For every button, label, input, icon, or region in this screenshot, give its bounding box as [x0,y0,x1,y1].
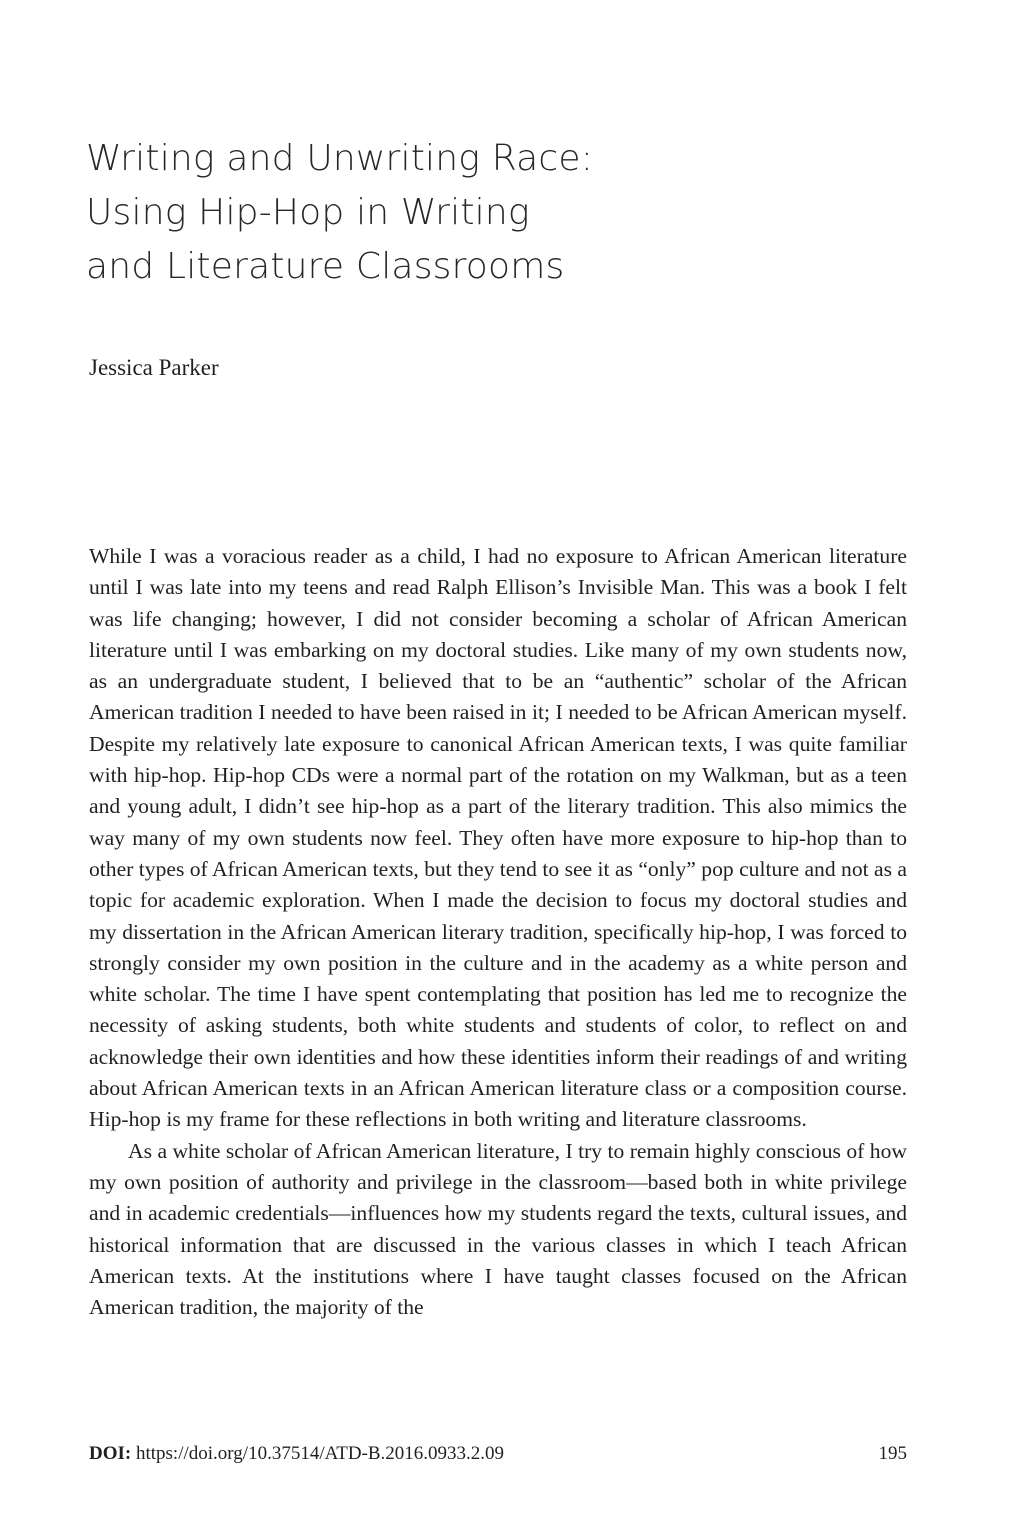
article-body [89,541,907,1323]
title-line-1: Writing and Unwriting Race: [86,138,594,179]
article-title [86,132,786,294]
page-number: 195 [878,1443,907,1464]
paragraph-1: While I was a voracious reader as a child, I had no exposure to African American literature until I was late into my teens and read Ralph Ellison’s Invisible Man. This was a book I felt was life changing; however, I did not consider becoming a scholar of African American literature until I was embarking on my doctoral studies. Like many of my own students now, as an undergraduate student, I believed that to be an “authentic” scholar of the African American tradition I needed to have been raised in it; I needed to be African American myself. Despite my relatively late exposure to canonical African American texts, I was quite familiar with hip-hop. Hip-hop CDs were a normal part of the rotation on my Walkman, but as a teen and young adult, I didn’t see hip-hop as a part of the literary tradition. This also mimics the way many of my own students now feel. They often have more exposure to hip-hop than to other types of African American texts, but they tend to see it as “only” pop culture and not as a topic for academic exploration. When I made the decision to focus my doctoral studies and my dissertation in the African American literary tradition, specifically hip-hop, I was forced to strongly consider my own position in the culture and in the academy as a white person and white scholar. The time I have spent contemplating that position has led me to recognize the necessity of asking students, both white students and students of color, to reflect on and acknowledge their own identities and how these identities inform their readings of and writing about African American texts in an African American literature class or a composition course. Hip-hop is my frame for these reflections in both writing and literature classrooms. [89,544,907,1132]
title-line-3: and Literature Classrooms [86,246,565,287]
doi-label: DOI: [89,1443,132,1464]
doi-reference [89,1440,504,1468]
page-footer [89,1440,907,1468]
author-name: Jessica Parker [89,355,219,380]
title-line-2: Using Hip-Hop in Writing [86,192,530,233]
paragraph-2: As a white scholar of African American literature, I try to remain highly conscious of how my own position of authority and privilege in the classroom—based both in white privilege and in academic credentials—influences how my students regard the texts, cultural issues, and historical information that are discussed in the various classes in which I teach African American texts. At the institutions where I have taught classes focused on the African American tradition, the majority of the [89,1138,907,1320]
doi-link[interactable]: https://doi.org/10.37514/ATD-B.2016.0933.2.09 [135,1443,505,1464]
